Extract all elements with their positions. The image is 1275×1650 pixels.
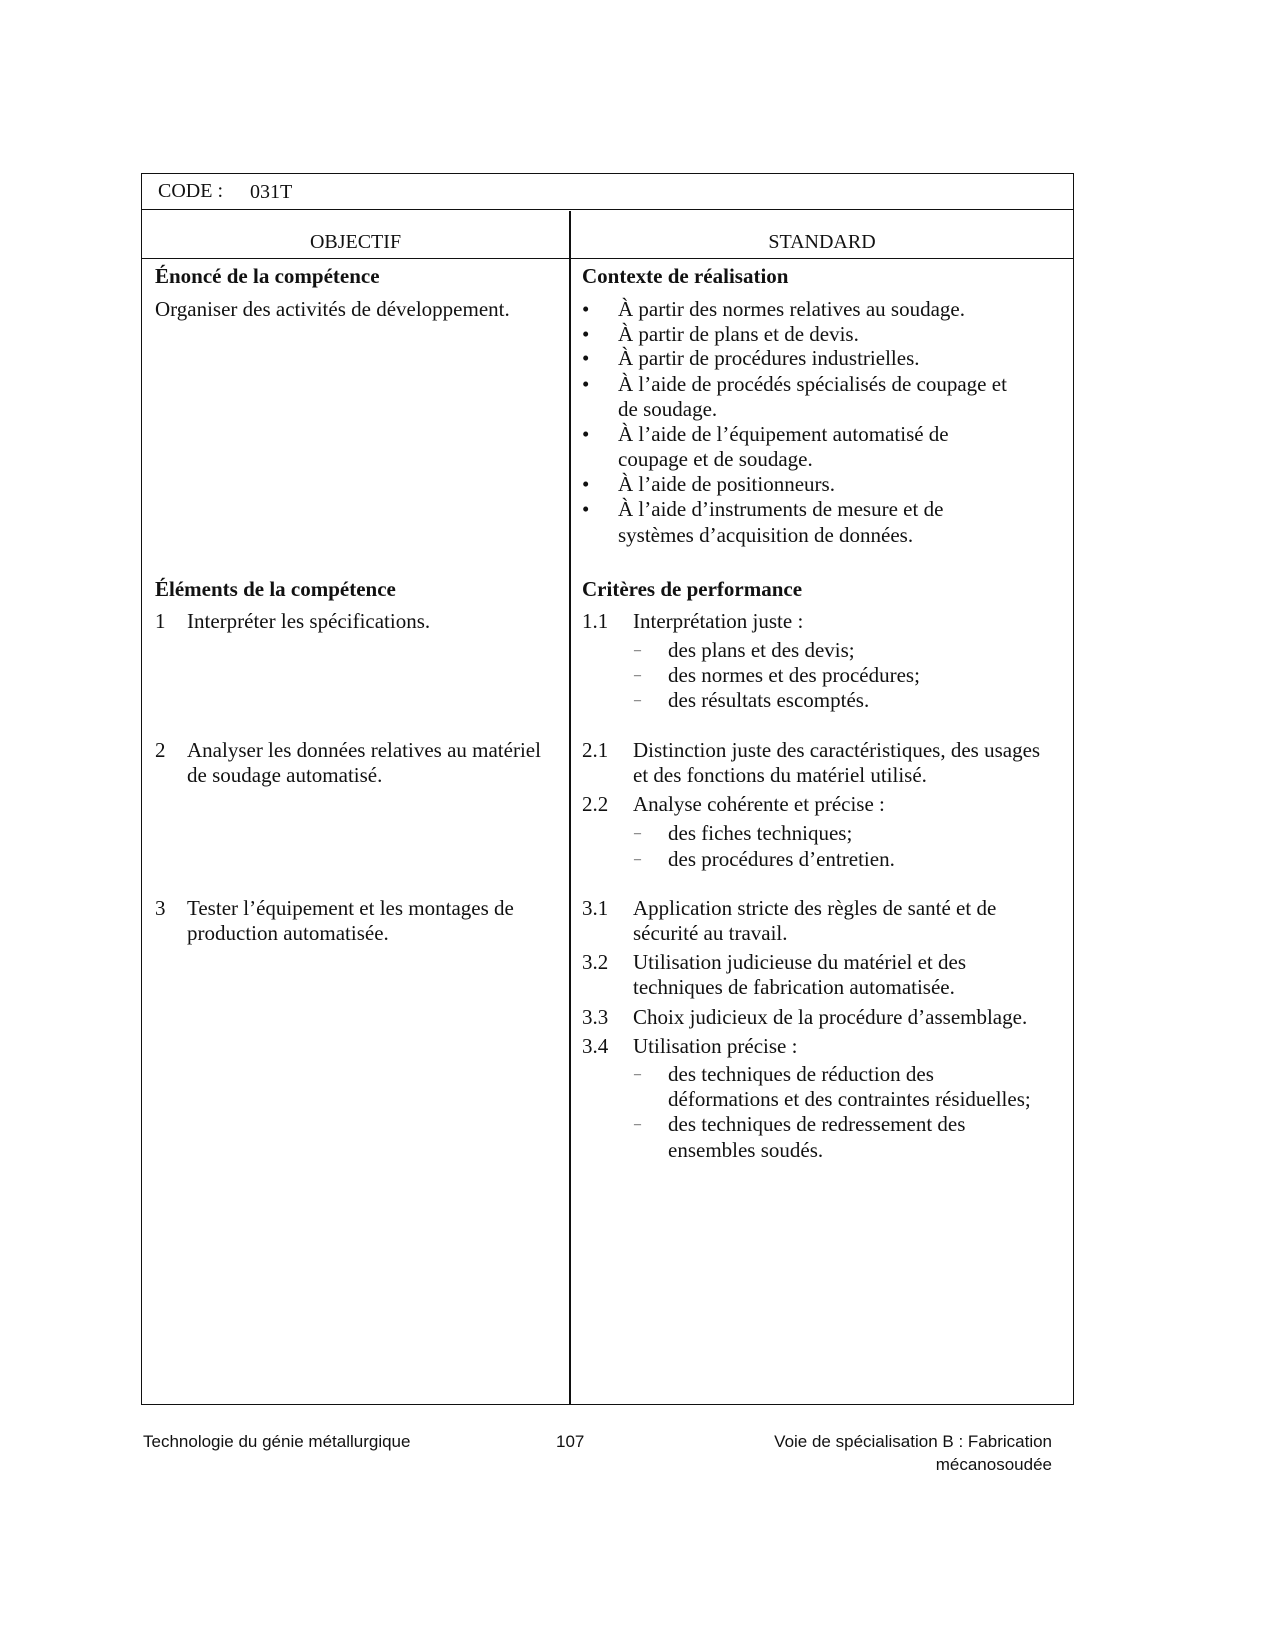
dash-icon: – bbox=[634, 1117, 641, 1132]
contexte-item: À l’aide de positionneurs. bbox=[618, 472, 835, 496]
criterion-subitem: des procédures d’entretien. bbox=[668, 847, 895, 871]
enonce-text: Organiser des activités de développement. bbox=[155, 297, 510, 321]
bullet-icon: • bbox=[582, 472, 590, 496]
contexte-item: À l’aide de l’équipement automatisé de bbox=[618, 422, 949, 446]
bullet-icon: • bbox=[582, 422, 590, 446]
dash-icon: – bbox=[634, 693, 641, 708]
footer-specialization-2: mécanosoudée bbox=[935, 1455, 1052, 1474]
column-divider bbox=[569, 211, 571, 1404]
criterion-text: Interprétation juste : bbox=[633, 609, 804, 633]
element-number: 3 bbox=[155, 896, 166, 920]
element-text: Interpréter les spécifications. bbox=[187, 609, 431, 633]
bullet-icon: • bbox=[582, 497, 590, 521]
divider bbox=[141, 209, 1074, 210]
code-label: CODE : bbox=[158, 180, 223, 202]
contexte-item: de soudage. bbox=[618, 397, 718, 421]
criteres-heading: Critères de performance bbox=[582, 577, 803, 601]
criterion-number: 3.3 bbox=[582, 1005, 609, 1029]
footer-specialization: Voie de spécialisation B : Fabrication bbox=[774, 1432, 1052, 1451]
criterion-text: Analyse cohérente et précise : bbox=[633, 792, 885, 816]
code-value: 031T bbox=[250, 181, 293, 203]
contexte-item: À partir de plans et de devis. bbox=[618, 322, 859, 346]
element-text: Analyser les données relatives au matériel bbox=[187, 738, 541, 762]
dash-icon: – bbox=[634, 668, 641, 683]
contexte-item: À l’aide de procédés spécialisés de coupage et bbox=[618, 372, 1007, 396]
criterion-text: Application stricte des règles de santé et de bbox=[633, 896, 997, 920]
bullet-icon: • bbox=[582, 297, 590, 321]
objectif-header: OBJECTIF bbox=[309, 231, 402, 253]
element-text: production automatisée. bbox=[187, 921, 389, 945]
contexte-item: coupage et de soudage. bbox=[618, 447, 813, 471]
element-text: Tester l’équipement et les montages de bbox=[187, 896, 514, 920]
criterion-subitem: des résultats escomptés. bbox=[668, 688, 870, 712]
contexte-item: À l’aide d’instruments de mesure et de bbox=[618, 497, 944, 521]
criterion-subitem: des fiches techniques; bbox=[668, 821, 853, 845]
dash-icon: – bbox=[634, 852, 641, 867]
standard-header: STANDARD bbox=[768, 231, 876, 253]
contexte-item: systèmes d’acquisition de données. bbox=[618, 523, 914, 547]
criterion-number: 1.1 bbox=[582, 609, 609, 633]
element-number: 2 bbox=[155, 738, 166, 762]
criterion-number: 3.4 bbox=[582, 1034, 609, 1058]
criterion-text: et des fonctions du matériel utilisé. bbox=[633, 763, 927, 787]
criterion-text: Choix judicieux de la procédure d’assemblage. bbox=[633, 1005, 1028, 1029]
bullet-icon: • bbox=[582, 322, 590, 346]
dash-icon: – bbox=[634, 643, 641, 658]
criterion-text: techniques de fabrication automatisée. bbox=[633, 975, 955, 999]
competency-table bbox=[141, 173, 1074, 1405]
element-number: 1 bbox=[155, 609, 166, 633]
criterion-subitem: des techniques de redressement des bbox=[668, 1112, 966, 1136]
criterion-subitem: ensembles soudés. bbox=[668, 1138, 824, 1162]
criterion-subitem: des techniques de réduction des bbox=[668, 1062, 934, 1086]
criterion-text: Utilisation précise : bbox=[633, 1034, 798, 1058]
page-number: 107 bbox=[556, 1432, 585, 1451]
contexte-item: À partir de procédures industrielles. bbox=[618, 346, 920, 370]
criterion-subitem: des plans et des devis; bbox=[668, 638, 855, 662]
criterion-text: sécurité au travail. bbox=[633, 921, 788, 945]
criterion-number: 2.2 bbox=[582, 792, 609, 816]
contexte-heading: Contexte de réalisation bbox=[582, 264, 789, 288]
criterion-number: 3.1 bbox=[582, 896, 609, 920]
criterion-text: Distinction juste des caractéristiques, des usages bbox=[633, 738, 1041, 762]
criterion-number: 2.1 bbox=[582, 738, 609, 762]
footer-title: Technologie du génie métallurgique bbox=[143, 1432, 411, 1451]
bullet-icon: • bbox=[582, 372, 590, 396]
elements-heading: Éléments de la compétence bbox=[155, 577, 396, 601]
criterion-subitem: des normes et des procédures; bbox=[668, 663, 920, 687]
criterion-text: Utilisation judicieuse du matériel et des bbox=[633, 950, 966, 974]
divider bbox=[141, 258, 1074, 259]
dash-icon: – bbox=[634, 826, 641, 841]
bullet-icon: • bbox=[582, 346, 590, 370]
contexte-item: À partir des normes relatives au soudage. bbox=[618, 297, 965, 321]
criterion-number: 3.2 bbox=[582, 950, 609, 974]
dash-icon: – bbox=[634, 1067, 641, 1082]
enonce-heading: Énoncé de la compétence bbox=[155, 264, 380, 288]
element-text: de soudage automatisé. bbox=[187, 763, 383, 787]
criterion-subitem: déformations et des contraintes résiduelles; bbox=[668, 1087, 1031, 1111]
